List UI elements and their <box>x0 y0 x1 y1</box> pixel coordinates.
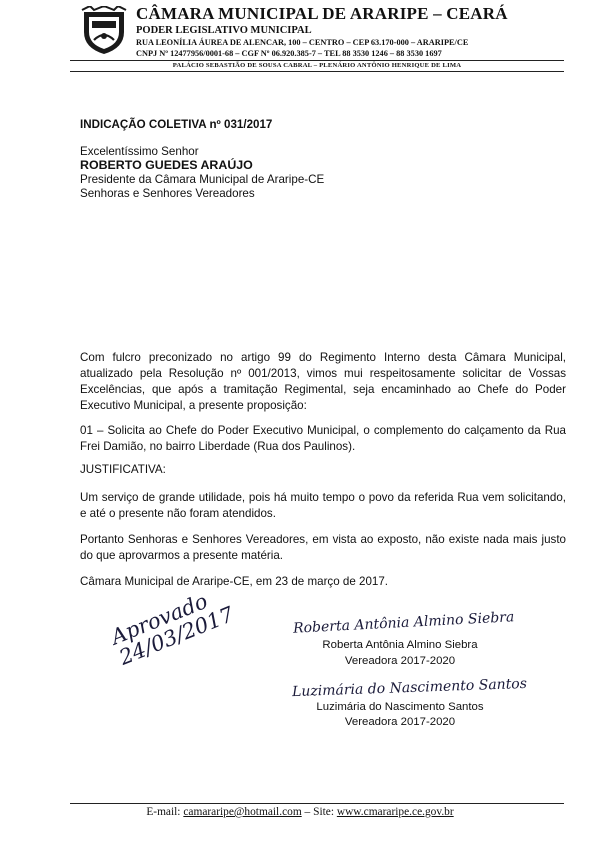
recipient-others: Senhoras e Senhores Vereadores <box>80 187 255 200</box>
email-link[interactable]: camararipe@hotmail.com <box>183 806 302 818</box>
handwritten-approval: Aprovado 24/03/2017 <box>107 588 238 670</box>
signature-scrawl: Luzimária do Nascimento Santos <box>291 675 528 701</box>
signatory-role: Vereadora 2017-2020 <box>344 716 456 728</box>
header-divider-bottom <box>70 71 564 72</box>
institution-subtitle: PODER LEGISLATIVO MUNICIPAL <box>136 25 312 36</box>
website-link[interactable]: www.cmararipe.ce.gov.br <box>336 806 454 818</box>
salutation: Excelentíssimo Senhor <box>80 145 199 158</box>
recipient-role: Presidente da Câmara Municipal de Araripe-CE <box>80 173 325 186</box>
footer-separator: – <box>304 806 311 818</box>
justification-text: Um serviço de grande utilidade, pois há muito tempo o povo da referida Rua vem solicitando, e até o presente não foram atendidos. <box>80 491 566 520</box>
institution-title: CÂMARA MUNICIPAL DE ARARIPE – CEARÁ <box>136 4 508 23</box>
closing-paragraph: Portanto Senhoras e Senhores Vereadores, em vista ao exposto, não existe nada mais justo do que aprovarmos a presente matéria. <box>80 533 566 562</box>
place-date: Câmara Municipal de Araripe-CE, em 23 de março de 2017. <box>80 575 389 588</box>
signatory-name: Roberta Antônia Almino Siebra <box>322 639 478 651</box>
header-divider <box>70 60 564 61</box>
institution-address: RUA LEONÍLIA ÁUREA DE ALENCAR, 100 – CENTRO – CEP 63.170-000 – ARARIPE/CE <box>136 38 469 47</box>
footer-divider <box>70 803 564 804</box>
site-label: Site: <box>313 806 334 818</box>
institution-header <box>136 4 536 59</box>
email-label: E-mail: <box>146 806 181 818</box>
palace-line: PALÁCIO SEBASTIÃO DE SOUSA CABRAL – PLENÁRIO ANTÔNIO HENRIQUE DE LIMA <box>172 62 462 69</box>
institution-registry: CNPJ Nº 12477956/0001-68 – CGF Nº 06.920.385-7 – TEL 88 3530 1246 – 88 3530 1697 <box>136 49 442 58</box>
signature-scrawl: Roberta Antônia Almino Siebra <box>292 609 515 637</box>
recipient-name: ROBERTO GUEDES ARAÚJO <box>80 158 253 172</box>
signatory-role: Vereadora 2017-2020 <box>344 655 456 667</box>
footer-contact <box>0 806 600 818</box>
signatory-name: Luzimária do Nascimento Santos <box>316 701 484 713</box>
document-heading: INDICAÇÃO COLETIVA nº 031/2017 <box>80 118 273 131</box>
proposal-item: 01 – Solicita ao Chefe do Poder Executivo Municipal, o complemento do calçamento da Rua Frei Damião, no bairro Liberdade (Rua dos Paulinos). <box>80 424 566 453</box>
intro-paragraph: Com fulcro preconizado no artigo 99 do Regimento Interno desta Câmara Municipal, atualizado pela Resolução nº 001/2013, vimos mui respeitosamente solicitar de Vossas Excelências, que após a tramitação Regimental, seja encaminhado ao Chefe do Poder Executivo Municipal, a presente proposição: <box>80 351 566 412</box>
coat-of-arms-logo <box>80 6 128 56</box>
justification-heading: JUSTIFICATIVA: <box>80 463 166 476</box>
